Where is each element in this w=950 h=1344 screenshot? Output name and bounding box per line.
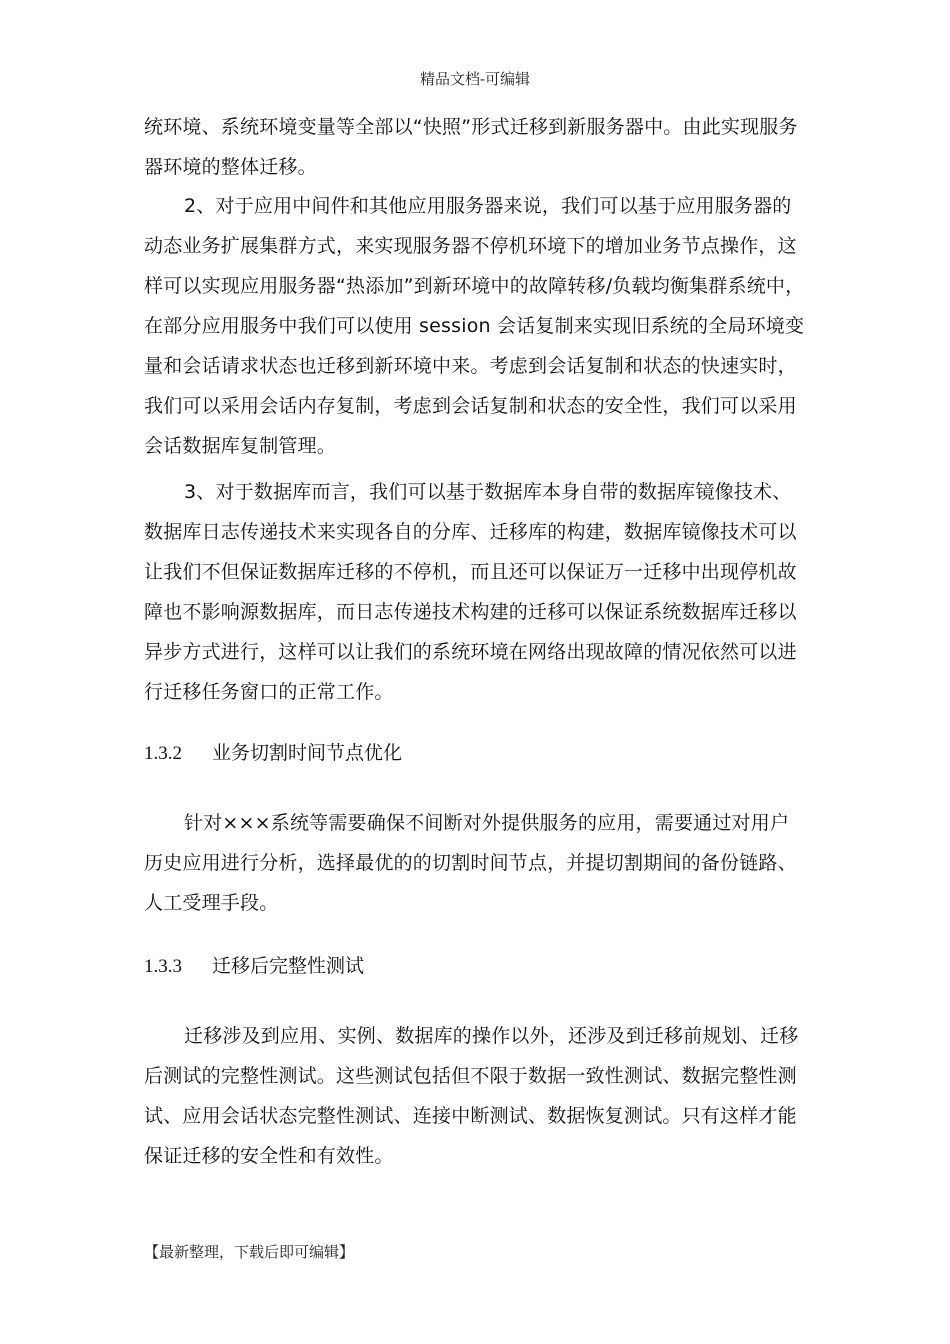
section-title: 迁移后完整性测试 xyxy=(212,955,365,977)
paragraph-middleware-migration: 2、对于应用中间件和其他应用服务器来说，我们可以基于应用服务器的动态业务扩展集群方式，来实现服务器不停机环境下的增加业务节点操作，这样可以实现应用服务器“热添加”到新环境中的故障转移/负载均衡集群系统中，在部分应用服务中我们可以使用 session 会话复制来实现旧系统的全局环境变量和会话请求状态也迁移到新环境中来。考虑到会话复制和状态的快速实时，我们可以采用会话内存复制，考虑到会话复制和状态的安全性，我们可以采用会话数据库复制管理。 xyxy=(144,195,805,457)
page-header: 精品文档-可编辑 xyxy=(419,70,531,88)
paragraph-cutover-timing: 针对×××系统等需要确保不间断对外提供服务的应用，需要通过对用户历史应用进行分析，选择最优的的切割时间节点，并提切割期间的备份链路、人工受理手段。 xyxy=(144,812,797,914)
section-number: 1.3.2 xyxy=(144,743,182,764)
section-number: 1.3.3 xyxy=(144,956,182,977)
section-title: 业务切割时间节点优化 xyxy=(212,742,403,764)
paragraph-integrity-testing: 迁移涉及到应用、实例、数据库的操作以外，还涉及到迁移前规划、迁移后测试的完整性测试。这些测试包括但不限于数据一致性测试、数据完整性测试、应用会话状态完整性测试、连接中断测试、数据恢复测试。只有这样才能保证迁移的安全性和有效性。 xyxy=(144,1025,799,1167)
page-footer: 【最新整理，下载后即可编辑】 xyxy=(144,1243,355,1261)
section-heading-1-3-3 xyxy=(144,951,808,982)
section-heading-1-3-2 xyxy=(144,738,808,769)
paragraph-database-migration: 3、对于数据库而言，我们可以基于数据库本身自带的数据库镜像技术、数据库日志传递技术来实现各自的分库、迁移库的构建，数据库镜像技术可以让我们不但保证数据库迁移的不停机，而且还可以保证万一迁移中出现停机故障也不影响源数据库，而日志传递技术构建的迁移可以保证系统数据库迁移以异步方式进行，这样可以让我们的系统环境在网络出现故障的情况依然可以进行迁移任务窗口的正常工作。 xyxy=(144,481,797,703)
paragraph-continued: 统环境、系统环境变量等全部以“快照”形式迁移到新服务器中。由此实现服务器环境的整体迁移。 xyxy=(144,116,798,178)
